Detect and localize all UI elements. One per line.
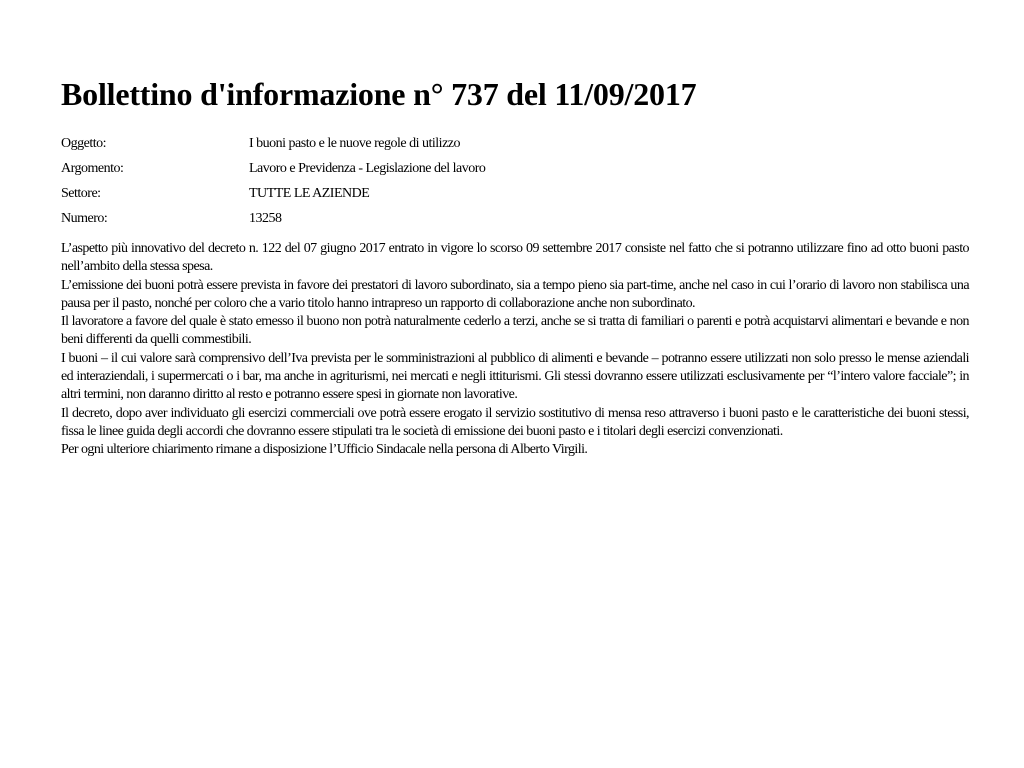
- meta-value: Lavoro e Previdenza - Legislazione del lavoro: [249, 161, 486, 176]
- meta-row-numero: [61, 209, 969, 228]
- body-paragraph: Il decreto, dopo aver individuato gli esercizi commerciali ove potrà essere erogato il servizio sostitutivo di mensa reso attraverso i buoni pasto e le caratteristiche dei buoni stessi, fissa le linee guida degli accordi che dovranno essere stipulati tra le società di emissione dei buoni pasto e i titolari degli esercizi convenzionati.: [61, 405, 969, 439]
- bulletin-metadata: [61, 134, 969, 228]
- bulletin-title: Bollettino d'informazione n° 737 del 11/09/2017: [61, 76, 697, 112]
- body-paragraph: Il lavoratore a favore del quale è stato emesso il buono non potrà naturalmente cederlo a terzi, anche se si tratta di familiari o parenti e potrà acquistarvi alimentari e bevande e non beni differenti da quelli commestibili.: [61, 314, 969, 348]
- bulletin-body: [61, 240, 969, 460]
- body-paragraph: L’emissione dei buoni potrà essere prevista in favore dei prestatori di lavoro subordinato, sia a tempo pieno sia part-time, anche nel caso in cui l’orario di lavoro non stabilisca una pausa per il pasto, nonché per coloro che a vario titolo hanno intrapreso un rapporto di collaborazione anche non subordinato.: [61, 277, 969, 311]
- meta-value: I buoni pasto e le nuove regole di utilizzo: [249, 136, 460, 151]
- meta-label: Oggetto:: [61, 136, 106, 151]
- meta-row-oggetto: [61, 134, 969, 153]
- meta-row-settore: [61, 184, 969, 203]
- meta-label: Settore:: [61, 186, 101, 201]
- body-paragraph: Per ogni ulteriore chiarimento rimane a disposizione l’Ufficio Sindacale nella persona di Alberto Virgili.: [61, 442, 588, 458]
- meta-value: 13258: [249, 211, 282, 226]
- meta-value: TUTTE LE AZIENDE: [249, 186, 370, 201]
- meta-label: Numero:: [61, 211, 108, 226]
- body-paragraph: L’aspetto più innovativo del decreto n. 122 del 07 giugno 2017 entrato in vigore lo scorso 09 settembre 2017 consiste nel fatto che si potranno utilizzare fino ad otto buoni pasto nell’ambito della stessa spesa.: [61, 241, 969, 275]
- body-paragraph: I buoni – il cui valore sarà comprensivo dell’Iva prevista per le somministrazioni al pubblico di alimenti e bevande – potranno essere utilizzati non solo presso le mense aziendali ed interaziendali, i supermercati o i bar, ma anche in agriturismi, nei mercati e negli ittiturismi. Gli stessi dovranno essere utilizzati esclusivamente per “l’intero valore facciale”; in altri termini, non daranno diritto al resto e potranno essere spesi in giornate non lavorative.: [61, 350, 969, 403]
- meta-label: Argomento:: [61, 161, 124, 176]
- bulletin-page: [61, 74, 969, 460]
- meta-row-argomento: [61, 159, 969, 178]
